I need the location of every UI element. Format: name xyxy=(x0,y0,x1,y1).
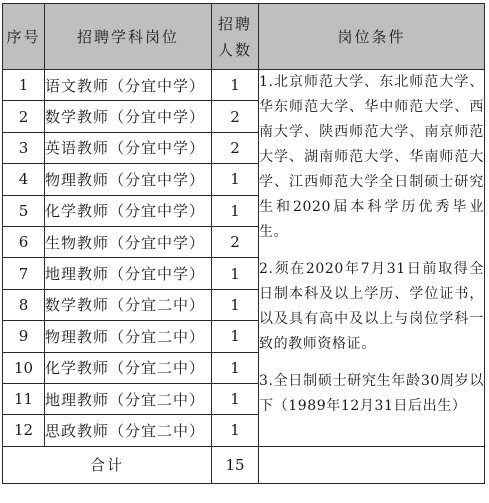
row-count: 1 xyxy=(212,258,259,289)
row-count: 1 xyxy=(212,415,259,446)
row-no: 6 xyxy=(3,226,45,257)
row-count: 1 xyxy=(212,383,259,414)
condition-1: 1.北京师范大学、东北师范大学、华东师范大学、华中师范大学、西南大学、陕西师范大学、南京师范大学、湖南师范大学、华南师范大学、江西师范大学全日制硕士研究生和2020届本科学历优秀毕业生。 xyxy=(259,74,484,240)
total-row xyxy=(3,446,485,483)
row-count: 1 xyxy=(212,70,259,101)
condition-3: 3.全日制硕士研究生年龄30周岁以下（1989年12月31日后出生） xyxy=(259,373,484,414)
row-no: 10 xyxy=(3,352,45,383)
total-label: 合计 xyxy=(3,446,212,483)
row-no: 9 xyxy=(3,321,45,352)
row-count: 2 xyxy=(212,101,259,132)
row-count: 1 xyxy=(212,289,259,320)
row-no: 5 xyxy=(3,195,45,226)
row-post: 英语教师（分宜中学） xyxy=(45,132,212,163)
total-empty-cell xyxy=(259,446,485,483)
condition-2: 2.须在2020年7月31日前取得全日制本科及以上学历、学位证书，以及具有高中及以上与岗位学科一致的教师资格证。 xyxy=(259,261,484,352)
row-post: 物理教师（分宜中学） xyxy=(45,164,212,195)
row-no: 7 xyxy=(3,258,45,289)
total-count: 15 xyxy=(212,446,259,483)
row-post: 语文教师（分宜中学） xyxy=(45,70,212,101)
conditions-cell xyxy=(259,70,485,447)
row-no: 4 xyxy=(3,164,45,195)
row-post: 数学教师（分宜中学） xyxy=(45,101,212,132)
row-post: 物理教师（分宜二中） xyxy=(45,321,212,352)
row-no: 1 xyxy=(3,70,45,101)
row-count: 1 xyxy=(212,164,259,195)
row-count: 1 xyxy=(212,352,259,383)
header-conditions: 岗位条件 xyxy=(259,4,485,70)
header-post: 招聘学科岗位 xyxy=(45,4,212,70)
row-post: 思政教师（分宜二中） xyxy=(45,415,212,446)
row-post: 数学教师（分宜二中） xyxy=(45,289,212,320)
header-count-line1: 招聘 xyxy=(217,14,252,33)
row-no: 2 xyxy=(3,101,45,132)
row-post: 化学教师（分宜中学） xyxy=(45,195,212,226)
header-no: 序号 xyxy=(3,4,45,70)
row-count: 1 xyxy=(212,321,259,352)
row-post: 生物教师（分宜中学） xyxy=(45,226,212,257)
header-count-line2: 人数 xyxy=(217,40,252,59)
table-row xyxy=(3,70,485,101)
row-count: 1 xyxy=(212,195,259,226)
row-count: 2 xyxy=(212,132,259,163)
row-post: 地理教师（分宜二中） xyxy=(45,383,212,414)
row-no: 12 xyxy=(3,415,45,446)
row-post: 地理教师（分宜中学） xyxy=(45,258,212,289)
row-no: 3 xyxy=(3,132,45,163)
table-header-row xyxy=(3,4,485,70)
row-no: 8 xyxy=(3,289,45,320)
row-no: 11 xyxy=(3,383,45,414)
row-count: 2 xyxy=(212,226,259,257)
header-count xyxy=(212,4,259,70)
row-post: 化学教师（分宜二中） xyxy=(45,352,212,383)
recruitment-table xyxy=(2,3,485,484)
